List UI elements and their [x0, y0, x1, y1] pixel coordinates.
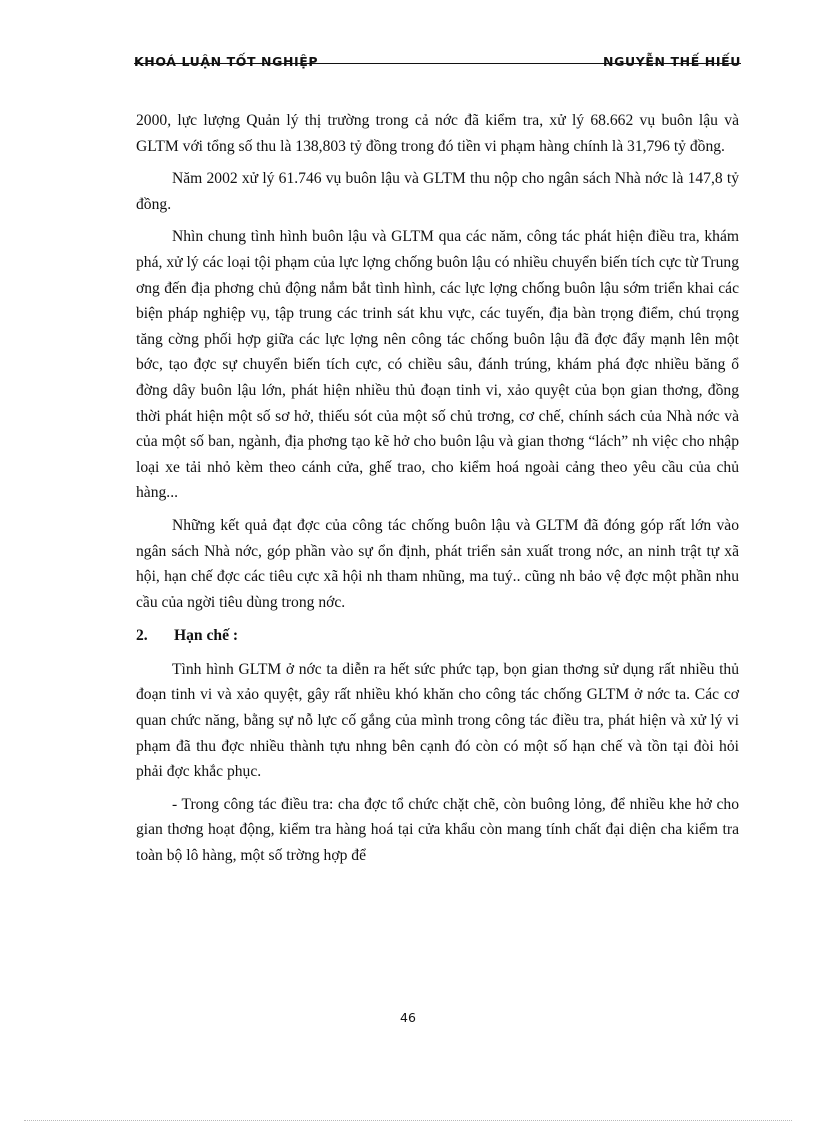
header-title: KHOÁ LUẬN TỐT NGHIỆP — [134, 54, 319, 69]
paragraph: Tình hình GLTM ở nớc ta diễn ra hết sức phức tạp, bọn gian thơng sử dụng rất nhiều thủ đoạn tinh vi và xảo quyệt, gây rất nhiều khó khăn cho công tác chống GLTM ở nớc ta. Các cơ quan chức năng, bằng sự nỗ lực cố gắng của mình trong công tác điều tra, phát hiện và xử lý vi phạm đã thu đợc nhiều thành tựu nhng bên cạnh đó còn có một số hạn chế và tồn tại đòi hỏi phải đợc khắc phục. — [136, 660, 739, 781]
paragraph: Những kết quả đạt đợc của công tác chống buôn lậu và GLTM đã đóng góp rất lớn vào ngân sách Nhà nớc, góp phần vào sự ổn định, phát triển sản xuất trong nớc, an ninh trật tự xã hội, hạn chế đợc các tiêu cực xã hội nh tham nhũng, ma tuý.. cũng nh bảo vệ đợc một phần nhu cầu của ngời tiêu dùng trong nớc. — [136, 516, 739, 611]
bottom-dotted-line — [24, 1120, 792, 1121]
paragraph: 2000, lực lượng Quản lý thị trường trong cả nớc đã kiểm tra, xử lý 68.662 vụ buôn lậu và GLTM với tổng số thu là 138,803 tỷ đồng trong đó tiền vi phạm hàng chính là 31,796 tỷ đồng. — [136, 112, 739, 155]
body-text — [136, 108, 739, 876]
section-number: 2. — [136, 627, 148, 645]
paragraph: Nhìn chung tình hình buôn lậu và GLTM qua các năm, công tác phát hiện điều tra, khám phá, xử lý các loại tội phạm của lực lợng chống buôn lậu có nhiều chuyển biến tích cực từ Trung ơng đến địa phơng chủ động nắm bắt tình hình, các lực lợng chống buôn lậu sớm triển khai các biện pháp nghiệp vụ, tập trung các trinh sát khu vực, các tuyến, địa bàn trọng điểm, chú trọng tăng cờng phối hợp giữa các lực lợng nên công tác chống buôn lậu đã đợc đẩy mạnh lên một bớc, tạo đợc sự chuyển biến tích cực, có chiều sâu, đánh trúng, khám phá đợc nhiều băng ổ đờng dây buôn lậu lớn, phát hiện nhiều thủ đoạn tinh vi, xảo quyệt của bọn gian thơng, đồng thời phát hiện một số sơ hở, thiếu sót của một số chủ trơng, cơ chế, chính sách của Nhà nớc và của một số ban, ngành, địa phơng tạo kẽ hở cho buôn lậu và gian thơng “lách” nh việc cho nhập loại xe tải nhỏ kèm theo cánh cửa, ghế trao, cho kiểm hoá ngoài cảng theo yêu cầu của chủ hàng... — [136, 228, 739, 502]
header-author: NGUYỄN THẾ HIẾU — [603, 54, 741, 69]
page-number: 46 — [400, 1010, 416, 1025]
page-header — [134, 52, 741, 74]
paragraph: Năm 2002 xử lý 61.746 vụ buôn lậu và GLTM thu nộp cho ngân sách Nhà nớc là 147,8 tỷ đồng. — [136, 170, 739, 213]
section-heading — [136, 623, 739, 649]
section-title: Hạn chế : — [174, 627, 239, 645]
paragraph: - Trong công tác điều tra: cha đợc tổ chức chặt chẽ, còn buông lỏng, để nhiều khe hở cho gian thơng hoạt động, kiểm tra hàng hoá tại cửa khẩu còn mang tính chất đại diện cha kiểm tra toàn bộ lô hàng, một số trờng hợp để — [136, 795, 739, 865]
